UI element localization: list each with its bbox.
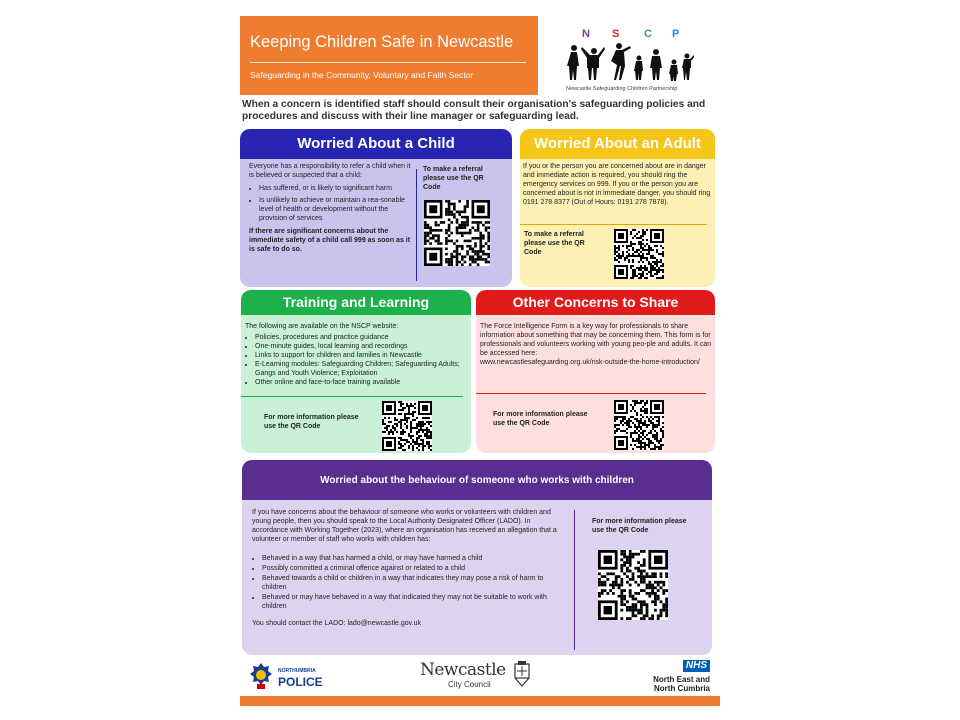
- training-bullet: • Policies, procedures and practice guidance: [255, 333, 467, 342]
- child-bullets: [249, 184, 414, 223]
- training-bullet: • Other online and face-to-face training available: [255, 378, 467, 387]
- child-title: Worried About a Child: [240, 129, 512, 159]
- adult-qr-code[interactable]: [614, 229, 664, 279]
- other-title: Other Concerns to Share: [476, 290, 715, 315]
- council-sub: City Council: [448, 680, 491, 689]
- lado-divider: [574, 510, 575, 650]
- other-card: [476, 290, 715, 453]
- header-subtitle: Safeguarding in the Community, Voluntary and Faith Sector: [250, 70, 474, 80]
- training-more-info: For more information please use the QR Code: [264, 414, 359, 430]
- qr-code-icon: [598, 550, 668, 620]
- nhs-badge: NHS: [683, 660, 710, 672]
- nhs-logo: [640, 660, 718, 696]
- silhouettes-icon: [564, 42, 694, 84]
- nscp-letter-p: P: [672, 28, 680, 40]
- training-bullets: [245, 333, 467, 387]
- lado-bullet: • Behaved towards a child or children in a way that indicates they may pose a risk of harm to children: [262, 574, 562, 592]
- lado-bullet: • Behaved or may have behaved in a way that indicated they may not be suitable to work with children: [262, 593, 562, 611]
- council-crest-icon: [511, 660, 533, 688]
- child-bullet: • Has suffered, or is likely to significant harm: [259, 184, 414, 193]
- training-intro: The following are available on the NSCP website:: [245, 323, 399, 330]
- lado-card: [242, 460, 712, 655]
- police-badge-icon: [248, 662, 274, 690]
- nscp-letter-n: N: [582, 28, 590, 40]
- lado-more-info: For more information please use the QR Code: [592, 518, 687, 534]
- lado-bullets: [252, 554, 562, 611]
- child-emergency: If there are significant concerns about the immediate safety of a child call 999 as soon as it is safe to do so.: [249, 228, 411, 253]
- lado-bullet: • Possibly committed a criminal offence against or related to a child: [262, 564, 562, 573]
- qr-code-icon: [614, 400, 664, 450]
- child-divider: [416, 169, 417, 281]
- lado-title: Worried about the behaviour of someone who works with children: [242, 460, 712, 500]
- adult-body: If you or the person you are concerned about are in danger and immediate action is required, you should ring the emergency services on 999. If you or the person you are concerned about is not in immediate danger, you should ring 0191 278 8377 (Out of Hours: 0191 278 7878).: [523, 163, 711, 206]
- training-bullet: • E-Learning modules: Safeguarding Children; Safeguarding Adults; Gangs and Youth Violence; Exploitation: [255, 360, 467, 378]
- lado-body: [252, 508, 562, 628]
- nscp-letter-s: S: [612, 28, 620, 40]
- training-card: [241, 290, 471, 453]
- adult-card: [520, 129, 715, 287]
- other-divider: [476, 393, 706, 394]
- police-name: POLICE: [278, 675, 323, 689]
- child-intro: Everyone has a responsibility to refer a child when it is believed or suspected that a child:: [249, 163, 411, 179]
- council-logo: [420, 658, 540, 694]
- header-divider: [250, 62, 526, 63]
- intro-text: When a concern is identified staff should consult their organisation's safeguarding policies and procedures and discuss with their line manager or safeguarding lead.: [242, 99, 706, 122]
- qr-code-icon: [614, 229, 664, 279]
- training-title: Training and Learning: [241, 290, 471, 315]
- nscp-letter-c: C: [644, 28, 652, 40]
- nscp-caption: Newcastle Safeguarding Children Partnership: [566, 86, 678, 92]
- child-referral: To make a referral please use the QR Code: [423, 166, 484, 191]
- footer-bar: [240, 696, 720, 706]
- lado-contact: You should contact the LADO: lado@newcastle.gov.uk: [252, 620, 421, 627]
- qr-code-icon: [382, 401, 432, 451]
- poster: [240, 16, 720, 706]
- lado-intro: If you have concerns about the behaviour of someone who works or volunteers with children and young people, then you should speak to the Local Authority Designated Officer (LADO). In accordance with Working Together (2023), where an organisation has received an allegation that a volunteer or member of staff who works with children has:: [252, 509, 557, 543]
- council-name: Newcastle: [420, 660, 506, 680]
- training-bullet: • One-minute guides, local learning and recordings: [255, 342, 467, 351]
- child-body: [249, 162, 414, 254]
- child-card: [240, 129, 512, 287]
- training-qr-code[interactable]: [382, 401, 432, 451]
- police-region: NORTHUMBRIA: [278, 668, 316, 674]
- training-bullet: • Links to support for children and families in Newcastle: [255, 351, 467, 360]
- header-title: Keeping Children Safe in Newcastle: [250, 33, 514, 51]
- other-url[interactable]: www.newcastlesafeguarding.org.uk/risk-outside-the-home-introduction/: [480, 359, 700, 366]
- other-more-info: For more information please use the QR Code: [493, 411, 588, 427]
- qr-code-icon: [424, 200, 490, 266]
- training-body: [245, 322, 467, 391]
- nhs-region-1: North East and: [653, 675, 710, 684]
- nhs-region-2: North Cumbria: [654, 684, 710, 693]
- other-body: [480, 322, 712, 367]
- header-banner: [240, 16, 538, 95]
- other-qr-code[interactable]: [614, 400, 664, 450]
- lado-qr-code[interactable]: [598, 550, 668, 620]
- adult-title: Worried About an Adult: [520, 129, 715, 159]
- nscp-logo: [564, 24, 704, 96]
- child-qr-code[interactable]: [424, 200, 490, 266]
- adult-referral: To make a referral please use the QR Code: [524, 231, 585, 256]
- adult-divider: [520, 224, 707, 225]
- other-intro: The Force Intelligence Form is a key way for professionals to share information about something that may be concerning them. This form is for professionals and volunteers working with young peo-ple and adults. It can be accessed here:: [480, 323, 712, 357]
- training-divider: [241, 396, 463, 397]
- lado-bullet: • Behaved in a way that has harmed a child, or may have harmed a child: [262, 554, 562, 563]
- child-bullet: • Is unlikely to achieve or maintain a rea-sonable level of health or development without the provision of services: [259, 196, 414, 223]
- police-logo: [248, 660, 338, 694]
